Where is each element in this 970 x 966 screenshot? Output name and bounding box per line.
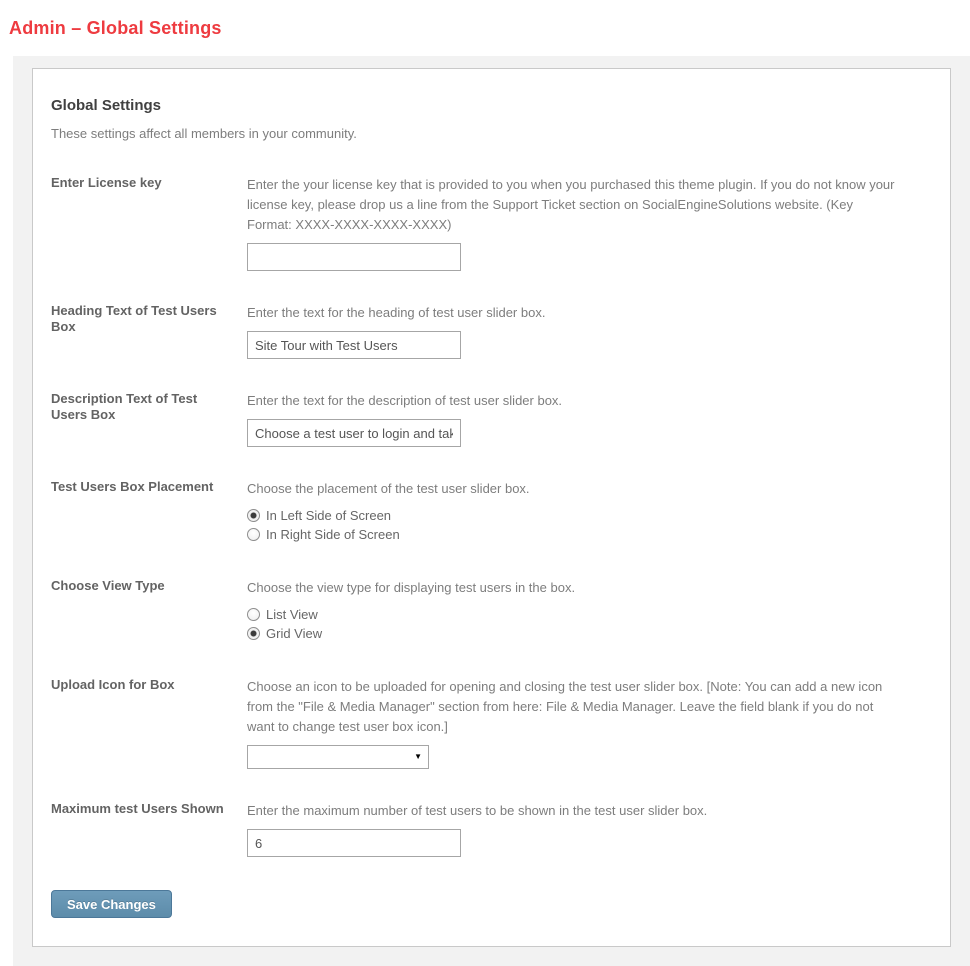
form-row-heading-text: [51, 303, 895, 359]
list-view-label: List View: [266, 607, 318, 622]
global-settings-panel: [32, 68, 951, 947]
license-description: Enter the your license key that is provided to you when you purchased this theme plugin. If you do not know your license key, please drop us a line from the Support Ticket section on SocialEngineSolutions website. (Key Format: XXXX-XXXX-XXXX-XXXX): [247, 177, 895, 232]
license-key-input[interactable]: [247, 243, 461, 271]
view-type-radio-group: [247, 607, 895, 641]
icon-select-wrap: [247, 745, 429, 769]
upload-icon-label: Upload Icon for Box: [51, 677, 175, 692]
max-users-input[interactable]: [247, 829, 461, 857]
form-row-upload-icon: [51, 677, 895, 769]
page-header: [0, 0, 970, 56]
view-type-option-list[interactable]: [247, 607, 895, 622]
placement-description: Choose the placement of the test user slider box.: [247, 481, 530, 496]
view-type-option-grid[interactable]: [247, 626, 895, 641]
grid-view-radio[interactable]: [247, 627, 260, 640]
upload-icon-description: Choose an icon to be uploaded for opening and closing the test user slider box. [Note: You can add a new icon from the "File & Media Manager" section from here: File & Media Manager. Leave the field blank if you do not want to change test user box icon.]: [247, 679, 883, 734]
placement-left-radio[interactable]: [247, 509, 260, 522]
panel-subheading: These settings affect all members in your community.: [51, 126, 357, 141]
page-title: Admin – Global Settings: [9, 17, 222, 38]
heading-text-description: Enter the text for the heading of test user slider box.: [247, 305, 546, 320]
max-users-label: Maximum test Users Shown: [51, 801, 224, 816]
description-text-description: Enter the text for the description of test user slider box.: [247, 393, 563, 408]
grid-view-label: Grid View: [266, 626, 323, 641]
placement-option-right[interactable]: [247, 527, 895, 542]
placement-left-label: In Left Side of Screen: [266, 508, 392, 523]
form-row-description-text: [51, 391, 895, 447]
form-row-license: [51, 175, 895, 271]
form-row-max-users: [51, 801, 895, 857]
content-area: [13, 56, 970, 966]
chevron-down-icon: ▼: [414, 752, 422, 761]
form-row-view-type: [51, 578, 895, 645]
placement-right-radio[interactable]: [247, 528, 260, 541]
form-row-placement: [51, 479, 895, 546]
placement-option-left[interactable]: [247, 508, 895, 523]
list-view-radio[interactable]: [247, 608, 260, 621]
global-settings-form: [51, 175, 895, 918]
panel-heading: Global Settings: [51, 97, 162, 114]
license-label: Enter License key: [51, 175, 162, 190]
description-text-label: Description Text of Test Users Box: [51, 391, 198, 422]
icon-select[interactable]: [247, 745, 429, 769]
description-text-input[interactable]: [247, 419, 461, 447]
max-users-description: Enter the maximum number of test users to be shown in the test user slider box.: [247, 803, 708, 818]
view-type-description: Choose the view type for displaying test users in the box.: [247, 580, 576, 595]
placement-right-label: In Right Side of Screen: [266, 527, 400, 542]
placement-label: Test Users Box Placement: [51, 479, 214, 494]
heading-text-label: Heading Text of Test Users Box: [51, 303, 217, 334]
save-changes-button[interactable]: Save Changes: [51, 890, 172, 918]
heading-text-input[interactable]: [247, 331, 461, 359]
placement-radio-group: [247, 508, 895, 542]
view-type-label: Choose View Type: [51, 578, 165, 593]
